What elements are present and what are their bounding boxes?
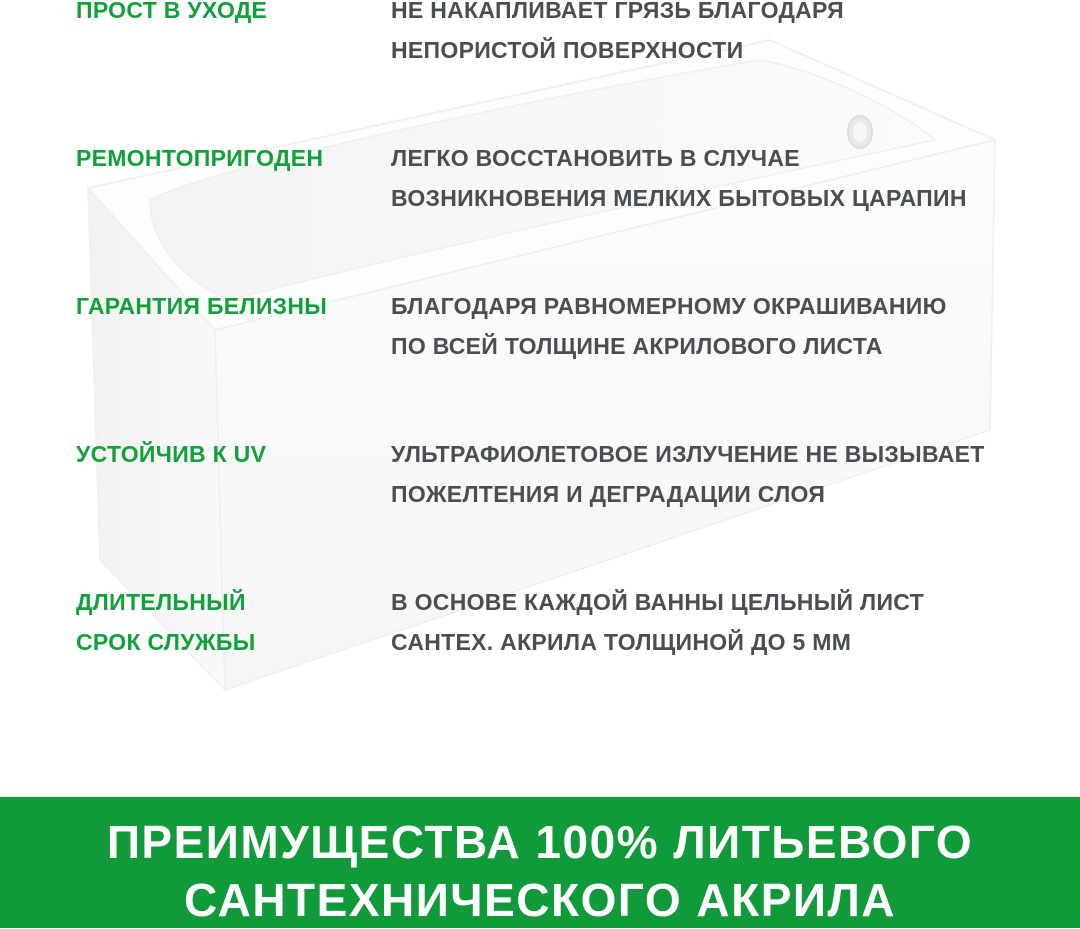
feature-description	[391, 0, 1061, 70]
feature-description	[391, 286, 1061, 366]
feature-title	[76, 434, 376, 474]
feature-title-line: ПРОСТ В УХОДЕ	[76, 0, 268, 23]
feature-title	[76, 138, 376, 178]
feature-title	[76, 0, 376, 30]
feature-title-line: ГАРАНТИЯ БЕЛИЗНЫ	[76, 293, 328, 319]
footer-banner	[0, 797, 1080, 928]
feature-title	[76, 582, 376, 662]
feature-description-line: НЕ НАКАПЛИВАЕТ ГРЯЗЬ БЛАГОДАРЯ	[391, 0, 844, 23]
footer-title	[0, 813, 1080, 929]
footer-title-line: ПРЕИМУЩЕСТВА 100% ЛИТЬЕВОГО	[106, 816, 974, 868]
feature-description-line: В ОСНОВЕ КАЖДОЙ ВАННЫ ЦЕЛЬНЫЙ ЛИСТ	[391, 589, 924, 615]
feature-description	[391, 582, 1061, 662]
footer-title-line: САНТЕХНИЧЕСКОГО АКРИЛА	[184, 874, 896, 926]
feature-description-line: ПО ВСЕЙ ТОЛЩИНЕ АКРИЛОВОГО ЛИСТА	[391, 333, 883, 359]
feature-title-line: УСТОЙЧИВ К UV	[76, 441, 267, 467]
feature-description-line: НЕПОРИСТОЙ ПОВЕРХНОСТИ	[391, 37, 744, 63]
feature-description-line: ВОЗНИКНОВЕНИЯ МЕЛКИХ БЫТОВЫХ ЦАРАПИН	[391, 185, 967, 211]
feature-description-line: БЛАГОДАРЯ РАВНОМЕРНОМУ ОКРАШИВАНИЮ	[391, 293, 947, 319]
feature-description-line: ЛЕГКО ВОССТАНОВИТЬ В СЛУЧАЕ	[391, 145, 800, 171]
feature-description	[391, 434, 1061, 514]
feature-description-line: ПОЖЕЛТЕНИЯ И ДЕГРАДАЦИИ СЛОЯ	[391, 481, 826, 507]
feature-title-line: ДЛИТЕЛЬНЫЙ	[76, 589, 246, 615]
feature-title-line: СРОК СЛУЖБЫ	[76, 629, 256, 655]
feature-description-line: УЛЬТРАФИОЛЕТОВОЕ ИЗЛУЧЕНИЕ НЕ ВЫЗЫВАЕТ	[391, 441, 985, 467]
feature-description-line: САНТЕХ. АКРИЛА ТОЛЩИНОЙ ДО 5 ММ	[391, 629, 852, 655]
feature-title	[76, 286, 376, 326]
feature-title-line: РЕМОНТОПРИГОДЕН	[76, 145, 324, 171]
feature-description	[391, 138, 1061, 218]
